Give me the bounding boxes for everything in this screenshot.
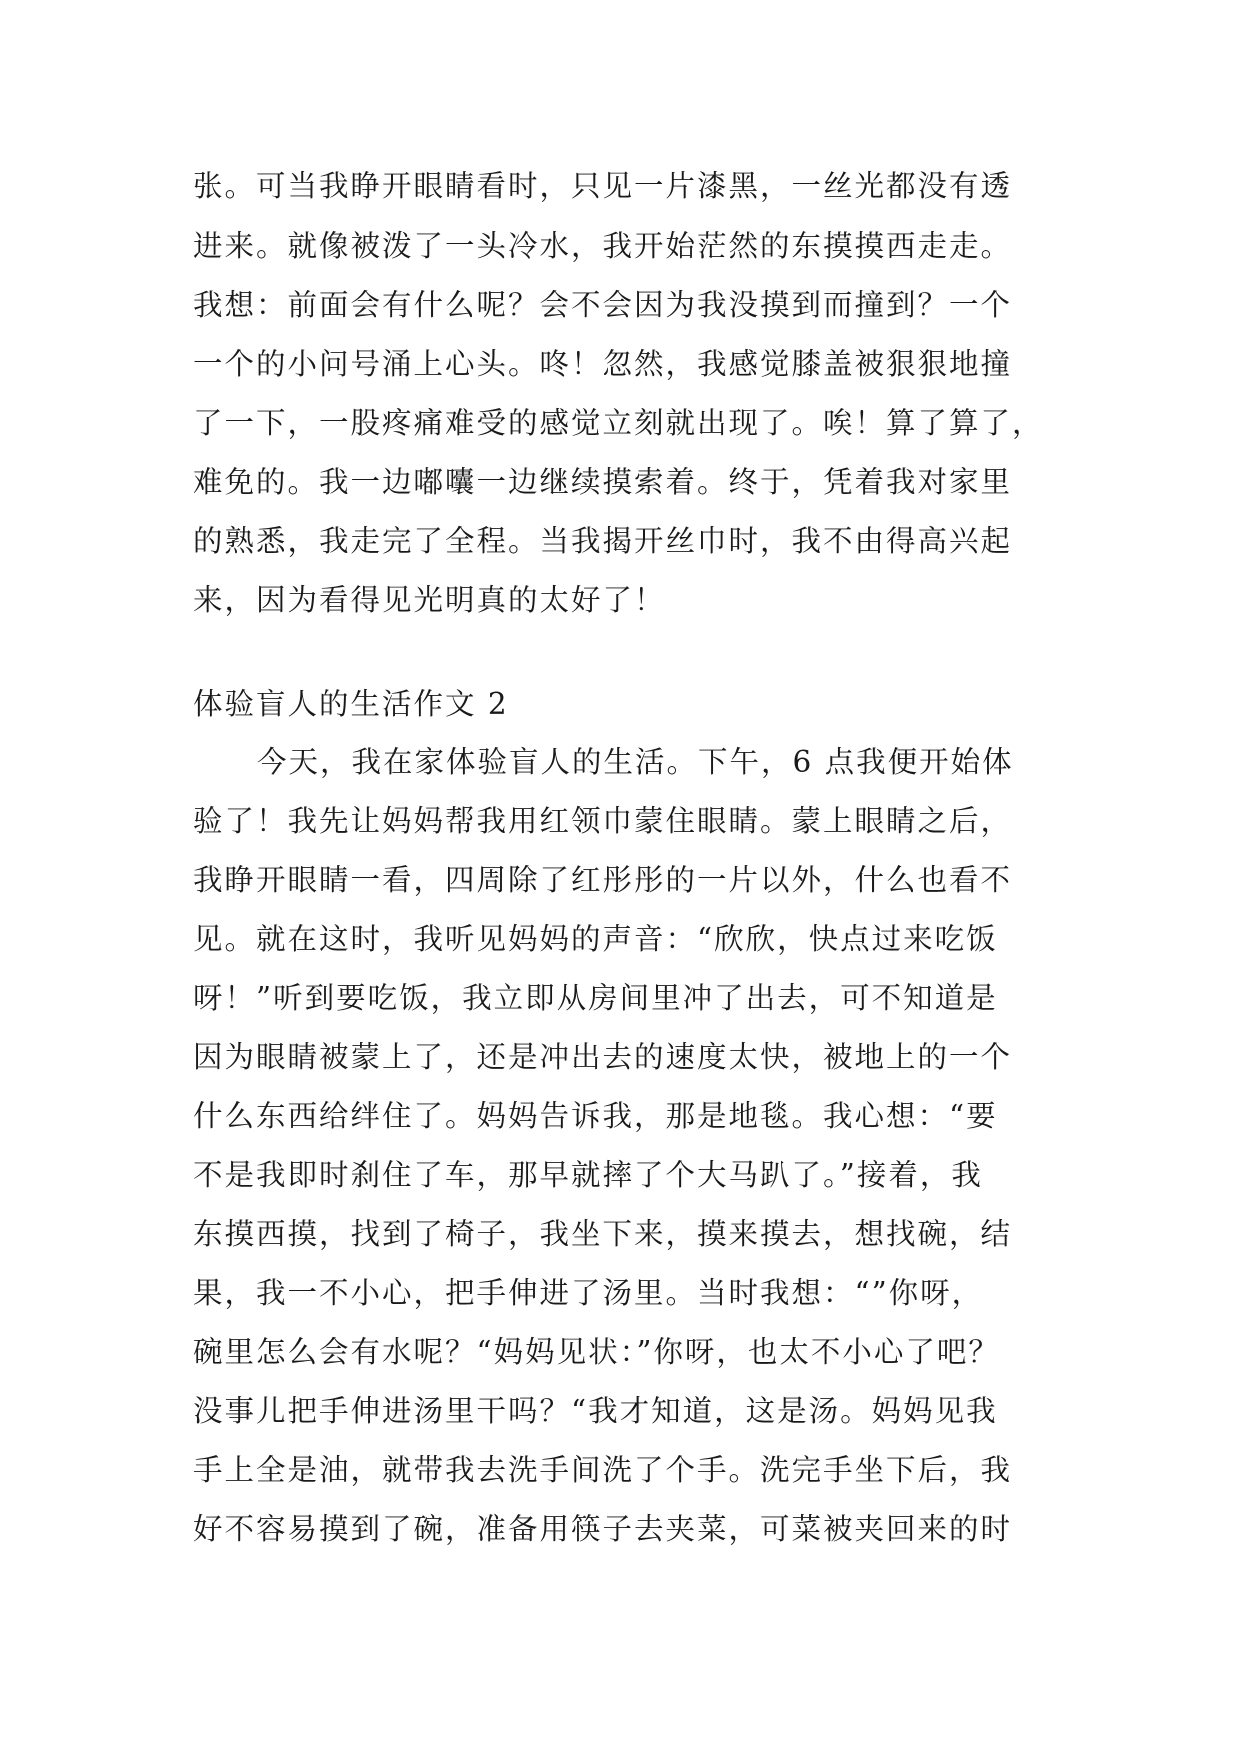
paragraph-line: 来，因为看得见光明真的太好了！: [193, 583, 666, 617]
paragraph-line: 我睁开眼睛一看，四周除了红彤彤的一片以外，什么也看不: [193, 863, 1013, 897]
paragraph-line: 张。可当我睁开眼睛看时，只见一片漆黑，一丝光都没有透: [193, 169, 1013, 203]
section-title: 体验盲人的生活作文 2: [193, 687, 509, 721]
paragraph-line: 进来。就像被泼了一头冷水，我开始茫然的东摸摸西走走。: [193, 229, 1013, 263]
paragraph-line: 好不容易摸到了碗，准备用筷子去夹菜，可菜被夹回来的时: [193, 1512, 1013, 1546]
paragraph-line: 了一下，一股疼痛难受的感觉立刻就出现了。唉！算了算了，: [193, 406, 1044, 440]
paragraph-line: 我想：前面会有什么呢？会不会因为我没摸到而撞到？一个: [193, 288, 1013, 322]
paragraph-line: 难免的。我一边嘟囔一边继续摸索着。终于，凭着我对家里: [193, 465, 1013, 499]
paragraph-line: 没事儿把手伸进汤里干吗？“我才知道，这是汤。妈妈见我: [193, 1394, 998, 1428]
paragraph-line: 见。就在这时，我听见妈妈的声音：“欣欣，快点过来吃饭: [193, 922, 998, 956]
paragraph-line: 不是我即时刹住了车，那早就摔了个大马趴了。”接着，我: [193, 1158, 983, 1192]
paragraph-line: 验了！我先让妈妈帮我用红领巾蒙住眼睛。蒙上眼睛之后，: [193, 804, 1013, 838]
paragraph-line: 手上全是油，就带我去洗手间洗了个手。洗完手坐下后，我: [193, 1453, 1013, 1487]
paragraph-line: 什么东西给绊住了。妈妈告诉我，那是地毯。我心想：“要: [193, 1099, 998, 1133]
paragraph-line: 呀！”听到要吃饭，我立即从房间里冲了出去，可不知道是: [193, 981, 998, 1015]
paragraph-line: 因为眼睛被蒙上了，还是冲出去的速度太快，被地上的一个: [193, 1040, 1013, 1074]
paragraph-line: 东摸西摸，找到了椅子，我坐下来，摸来摸去，想找碗，结: [193, 1217, 1013, 1251]
paragraph-line: 一个的小问号涌上心头。咚！忽然，我感觉膝盖被狠狠地撞: [193, 347, 1013, 381]
paragraph-line: 果，我一不小心，把手伸进了汤里。当时我想：“”你呀，: [193, 1276, 984, 1310]
paragraph-line: 今天，我在家体验盲人的生活。下午，6 点我便开始体: [257, 745, 1014, 779]
paragraph-line: 碗里怎么会有水呢？“妈妈见状：”你呀，也太不小心了吧？: [193, 1335, 1000, 1369]
paragraph-line: 的熟悉，我走完了全程。当我揭开丝巾时，我不由得高兴起: [193, 524, 1013, 558]
